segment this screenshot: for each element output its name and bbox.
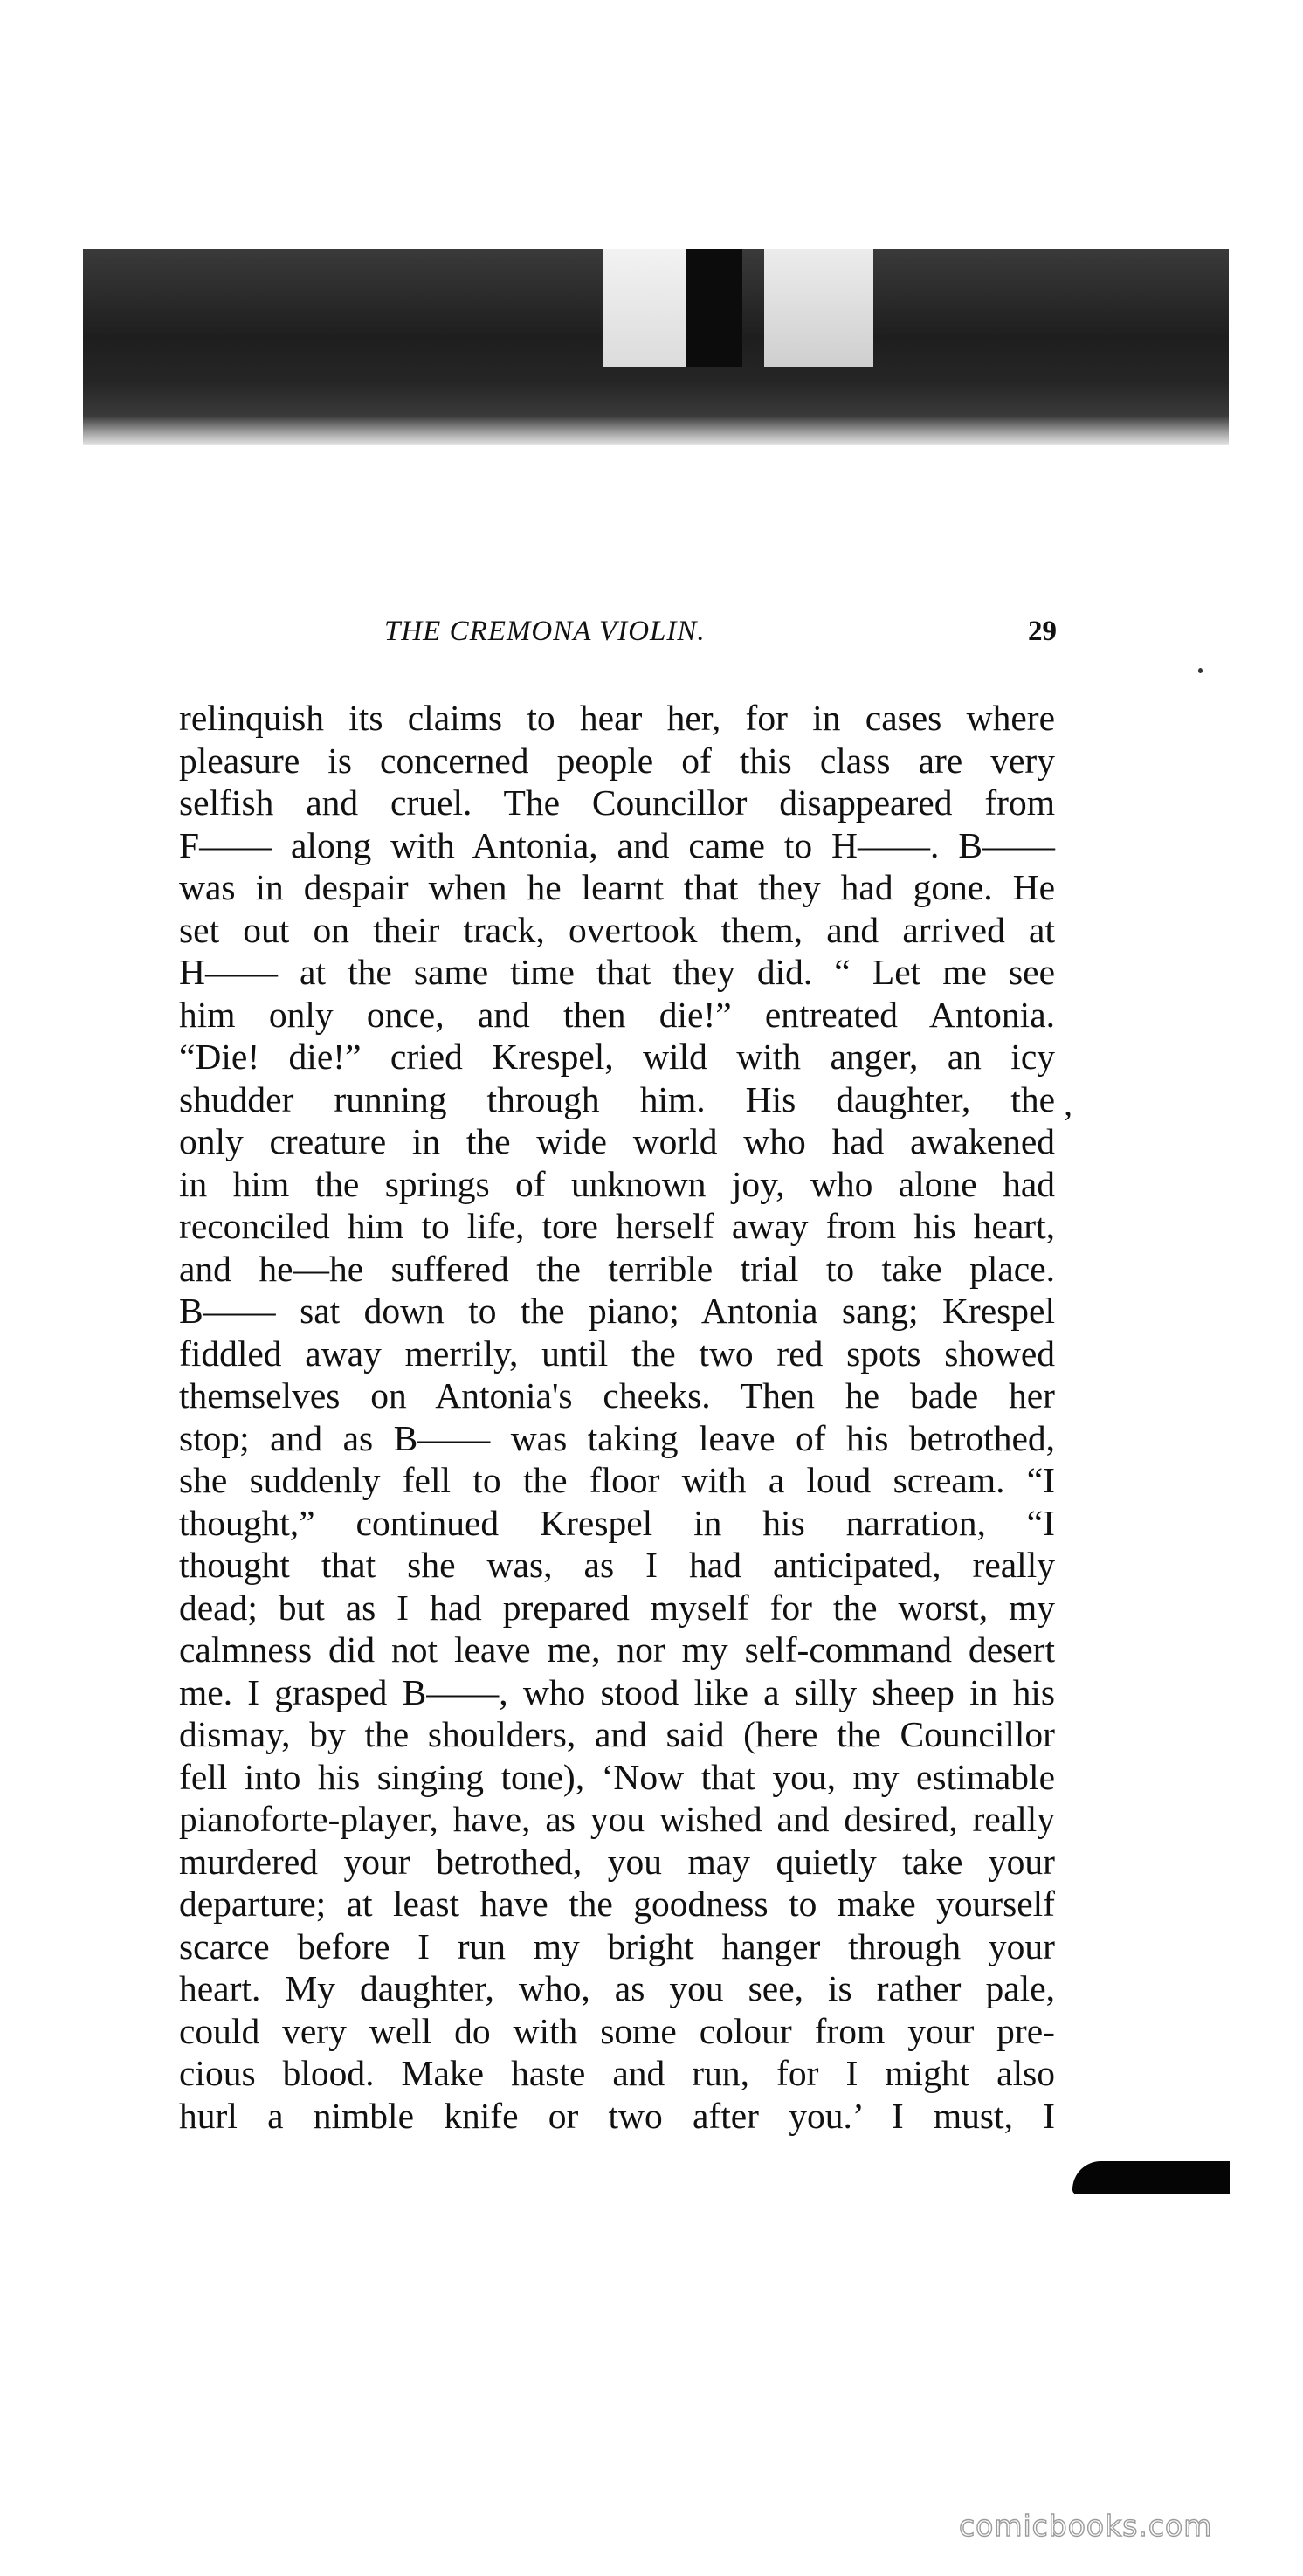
scan-ground-strip xyxy=(83,380,1229,445)
text-line: cious blood. Make haste and run, for I might also xyxy=(179,2053,1055,2093)
text-line: him only once, and then die!” entreated Antonia. xyxy=(179,994,1055,1035)
text-line: in him the springs of unknown joy, who alone had xyxy=(179,1163,1055,1204)
text-line: selfish and cruel. The Councillor disappeared from xyxy=(179,782,1055,823)
page-header xyxy=(175,616,1057,659)
text-line: relinquish its claims to hear her, for in cases where xyxy=(179,698,1055,738)
running-title: THE CREMONA VIOLIN. xyxy=(384,616,706,647)
text-line: H—— at the same time that they did. “ Let me see xyxy=(179,952,1055,992)
text-line: B—— sat down to the piano; Antonia sang; Krespel xyxy=(179,1291,1055,1331)
text-line: dismay, by the shoulders, and said (here the Councillor xyxy=(179,1714,1055,1754)
text-line: set out on their track, overtook them, and arrived at xyxy=(179,909,1055,950)
body-text xyxy=(179,697,1055,2137)
page-top-scan-band xyxy=(83,249,1229,445)
text-line: shudder running through him. His daughter, the xyxy=(179,1078,1055,1119)
text-line: hurl a nimble knife or two after you.’ I must, I xyxy=(179,2095,1055,2136)
text-line: dead; but as I had prepared myself for the worst, my xyxy=(179,1587,1055,1628)
watermark: comicbooks.com xyxy=(959,2509,1213,2543)
text-line: she suddenly fell to the floor with a loud scream. “I xyxy=(179,1460,1055,1500)
text-line: “Die! die!” cried Krespel, wild with anger, an icy xyxy=(179,1037,1055,1077)
text-line: pleasure is concerned people of this class are very xyxy=(179,740,1055,781)
text-line: could very well do with some colour from your pre- xyxy=(179,2010,1055,2051)
margin-mark: , xyxy=(1064,1084,1072,1123)
text-line: stop; and as B—— was taking leave of his betrothed, xyxy=(179,1417,1055,1458)
text-line: departure; at least have the goodness to make yourself xyxy=(179,1884,1055,1924)
stray-ink-dot xyxy=(1198,668,1203,673)
text-line: thought that she was, as I had anticipated, really xyxy=(179,1545,1055,1585)
text-line: calmness did not leave me, nor my self-command desert xyxy=(179,1629,1055,1670)
text-line: fell into his singing tone), ‘Now that you, my estimable xyxy=(179,1756,1055,1797)
scan-dark-panel xyxy=(686,249,742,367)
ink-blot xyxy=(1072,2161,1230,2194)
text-line: themselves on Antonia's cheeks. Then he bade her xyxy=(179,1375,1055,1415)
text-line: me. I grasped B——, who stood like a silly sheep in his xyxy=(179,1671,1055,1712)
text-line: fiddled away merrily, until the two red spots showed xyxy=(179,1333,1055,1374)
text-line: was in despair when he learnt that they had gone. He xyxy=(179,867,1055,907)
text-line: reconciled him to life, tore herself away from his heart, xyxy=(179,1206,1055,1246)
text-line: murdered your betrothed, you may quietly take your xyxy=(179,1841,1055,1882)
scan-edge-panel xyxy=(764,249,873,367)
text-line: pianoforte-player, have, as you wished and desired, really xyxy=(179,1799,1055,1839)
text-line: only creature in the wide world who had awakened xyxy=(179,1121,1055,1161)
text-line: heart. My daughter, who, as you see, is rather pale, xyxy=(179,1968,1055,2008)
text-line: and he—he suffered the terrible trial to take place. xyxy=(179,1248,1055,1289)
text-line: thought,” continued Krespel in his narration, “I xyxy=(179,1502,1055,1543)
text-line: scarce before I run my bright hanger through your xyxy=(179,1925,1055,1966)
text-line: F—— along with Antonia, and came to H——. B—— xyxy=(179,824,1055,865)
page-number: 29 xyxy=(1028,616,1057,647)
